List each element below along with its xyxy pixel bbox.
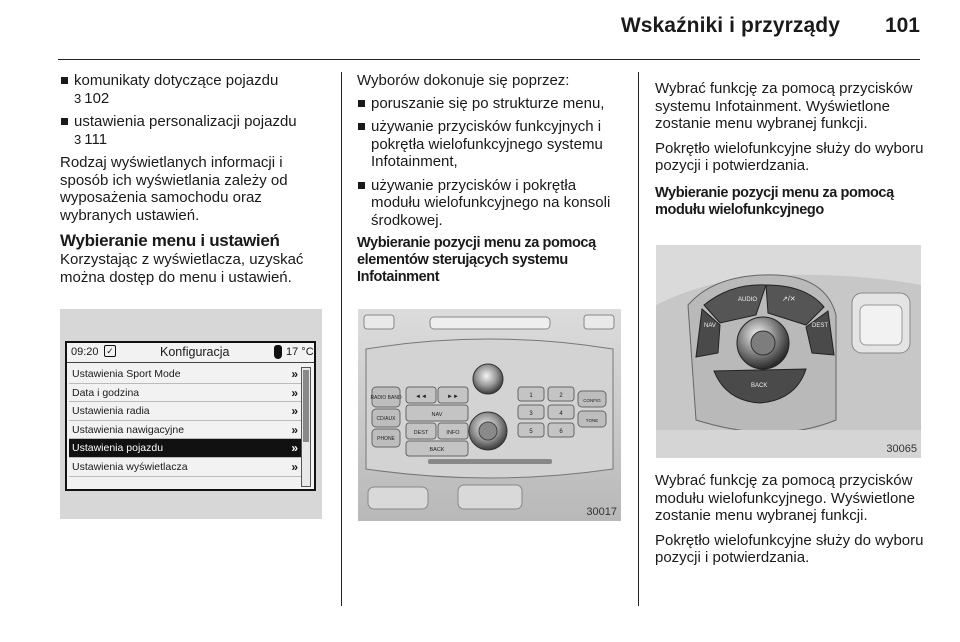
reference-arrow-icon: 3 [74,131,82,147]
section-subheading: Wybieranie pozycji menu za pomocą modułu wielofunkcyjnego [655,184,894,218]
bullet-text: komunikaty dotyczące pojazdu [74,72,279,89]
bullet-item: używanie przycisków funkcyjnych i pokrętła wielofunkcyjnego systemu Infotainment, [357,118,629,171]
display-menu-item-label: Ustawienia nawigacyjne [72,423,185,436]
page-number: 101 [884,14,920,37]
paragraph: Korzystając z wyświetlacza, uzyskać można dostęp do menu i ustawień. [60,251,304,286]
column-3-lower [655,472,927,574]
section-subheading: Wybieranie pozycji menu za pomocą elementów sterujących systemu Infotainment [357,235,596,285]
bullet-item: używanie przycisków i pokrętła modułu wielofunkcyjnego na konsoli środkowej. [357,177,629,230]
thermometer-icon [274,345,282,359]
bullet-item [60,113,330,148]
column-divider-1 [341,72,342,606]
bullet-item [60,72,330,107]
dest-label: DEST [812,323,829,329]
back-label: BACK [429,447,445,453]
page-header [0,0,960,62]
paragraph: Wybrać funkcję za pomocą przycisków systemu Infotainment. Wyświetlone zostanie menu wybranej funkcji. [655,80,913,132]
section-heading: Wybieranie menu i ustawień [60,231,280,250]
paragraph: Pokrętło wielofunkcyjne służy do wyboru pozycji i potwierdzania. [655,139,924,174]
display-menu-item[interactable] [69,384,301,403]
display-menu-item-label: Ustawienia Sport Mode [72,368,181,380]
audio-label: AUDIO [738,297,758,303]
cd-aux-label: CD/AUX [376,416,396,422]
radio-band-label: RADIO BAND [370,395,402,401]
figure-number: 30017 [586,506,617,518]
nav-label: NAV [431,412,443,418]
chevron-right-icon: » [291,404,298,419]
display-menu-item[interactable] [69,402,301,421]
volume-knob [473,364,503,394]
display-menu-item[interactable] [69,421,301,440]
infotainment-panel-figure [358,309,621,521]
column-2 [357,72,629,296]
chevron-right-icon: » [291,385,298,400]
section-title: Wskaźniki i przyrządy [620,14,840,37]
paragraph: Rodzaj wyświetlanych informacji i sposób ich wyświetlania zależy od wyposażenia samochodu oraz wybranych ustawień. [60,154,288,224]
display-menu-item-label: Ustawienia radia [72,405,150,418]
bullet-text: ustawienia personalizacji pojazdu [74,113,297,130]
display-time: 09:20 [71,346,99,358]
multifunction-module-figure [656,245,921,458]
back-label: BACK [751,383,768,389]
left-button-cluster [370,387,468,456]
seek-back-label: ◄◄ [415,394,427,400]
page-reference: 3 102 [74,89,110,107]
key-6: 6 [559,429,563,435]
bullet-item: poruszanie się po strukturze menu, [357,95,629,113]
chevron-right-icon: » [291,367,298,381]
display-menu-item-label: Ustawienia pojazdu [72,442,164,455]
key-5: 5 [529,429,533,435]
reference-arrow-icon: 3 [74,90,82,106]
multifunction-module-illustration [656,245,921,458]
display-menu-item[interactable] [69,365,301,384]
key-4: 4 [559,411,563,417]
column-divider-2 [638,72,639,606]
column-1 [60,72,330,293]
key-1: 1 [529,393,533,399]
scrollbar-thumb [303,370,309,442]
paragraph: Pokrętło wielofunkcyjne służy do wyboru pozycji i potwierdzania. [655,531,924,566]
page-reference: 3 111 [74,130,108,148]
check-icon: ✓ [104,345,116,357]
figure-number: 30065 [886,443,917,455]
key-2: 2 [559,393,563,399]
display-figure [60,309,322,519]
seek-forward-label: ►► [447,394,459,400]
tone-label: TONE [585,418,599,423]
display-scrollbar [301,367,311,487]
display-temperature: 17 °C [286,346,314,358]
display-menu-item-label: Ustawienia wyświetlacza [72,460,188,473]
display-title: Konfiguracja [160,345,230,359]
display-status-bar [67,343,314,363]
phone-label: PHONE [377,436,395,442]
chevron-right-icon: » [291,422,298,437]
info-label: INFO [446,430,460,436]
config-label: CONFIG [583,398,601,403]
key-3: 3 [529,411,533,417]
header-rule [58,59,920,60]
phone-label: ↗/✕ [782,296,796,303]
display-menu-item[interactable] [69,458,301,477]
paragraph: Wyborów dokonuje się poprzez: [357,72,570,89]
chevron-right-icon: » [291,459,298,474]
display-menu-item-label: Data i godzina [72,386,140,399]
nav-label: NAV [704,323,716,329]
chevron-right-icon: » [291,441,298,456]
dest-label: DEST [413,430,429,436]
infotainment-panel-illustration [358,309,621,521]
display-menu-list [69,365,301,477]
column-3 [655,80,927,229]
display-menu-item[interactable] [69,439,301,458]
paragraph: Wybrać funkcję za pomocą przycisków modułu wielofunkcyjnego. Wyświetlone zostanie menu wybranej funkcji. [655,472,915,524]
display-screen [65,341,316,491]
